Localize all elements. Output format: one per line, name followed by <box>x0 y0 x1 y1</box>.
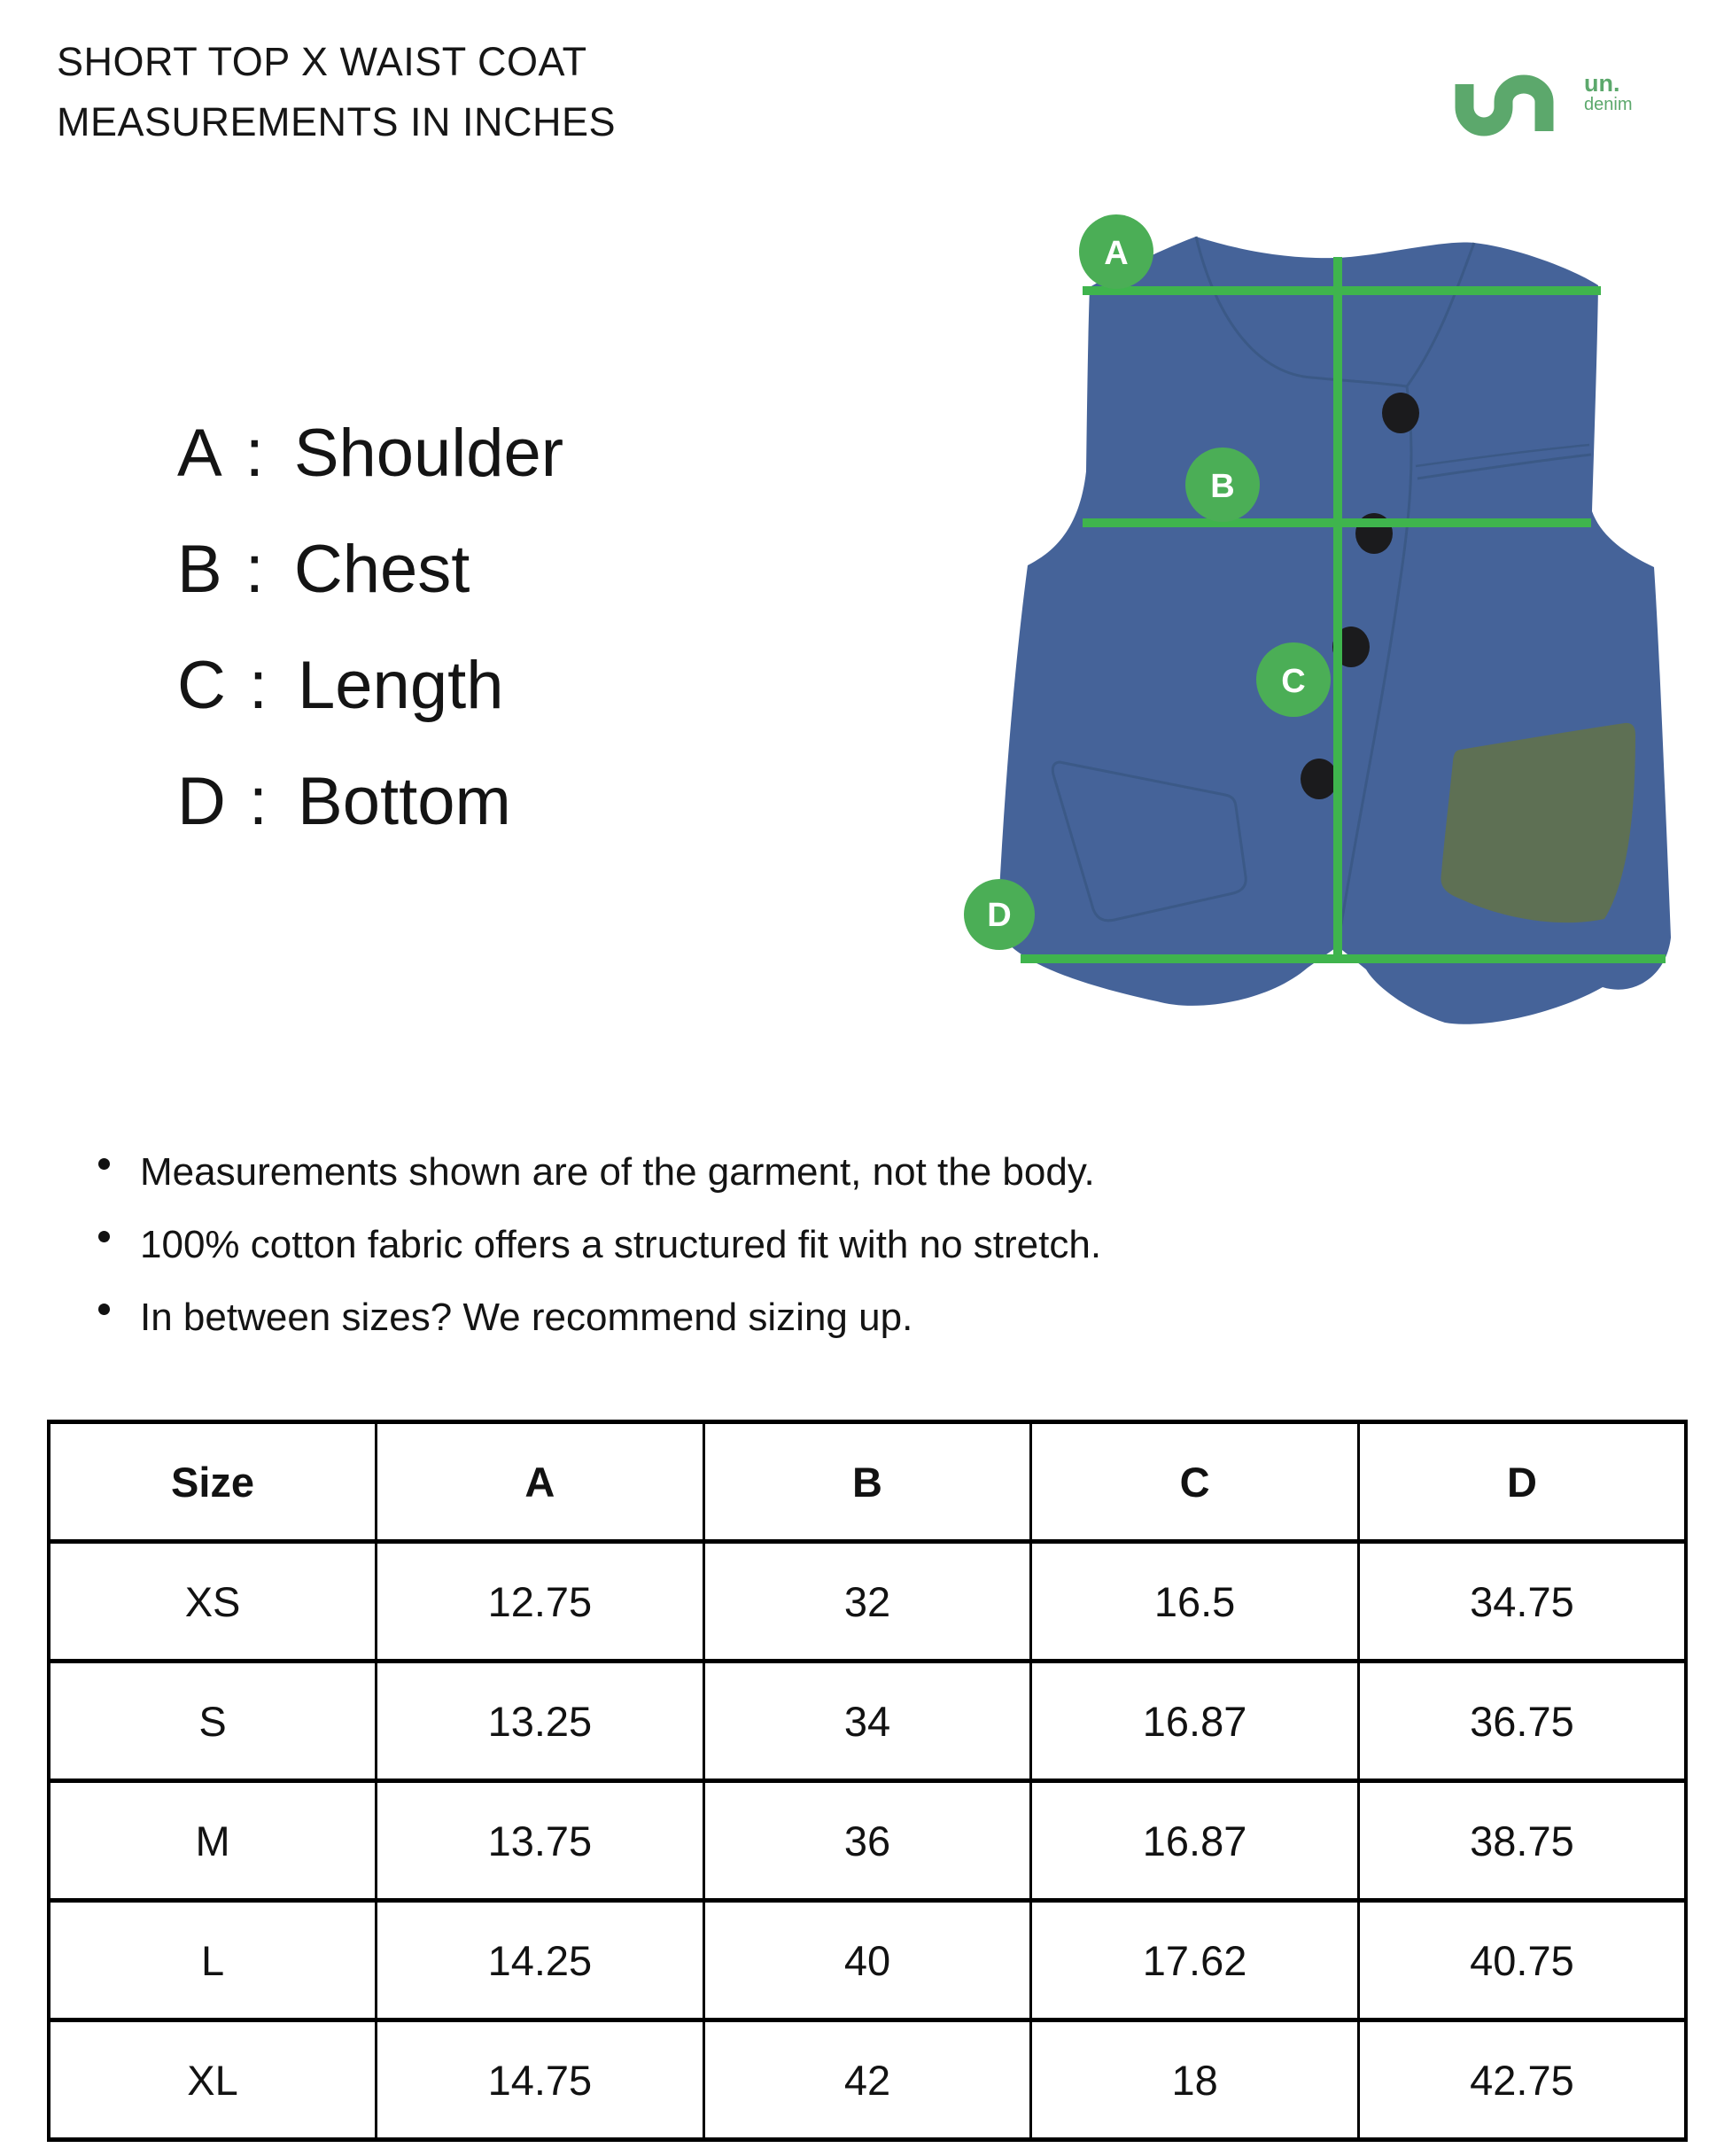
legend-label: Chest <box>293 532 470 607</box>
column-header-b: B <box>703 1422 1031 1542</box>
note-item <box>85 1209 1101 1281</box>
table-header-row <box>49 1422 1686 1542</box>
button-4 <box>1301 759 1338 799</box>
legend-letter: A <box>177 416 222 491</box>
brand-name: un. <box>1584 70 1620 97</box>
marker-a-letter: A <box>1104 235 1129 272</box>
cell-value: 16.87 <box>1031 1781 1359 1901</box>
table-row <box>49 1901 1686 2020</box>
cell-value: 17.62 <box>1031 1901 1359 2020</box>
legend-separator: : <box>245 416 264 491</box>
cell-value: 36.75 <box>1358 1662 1686 1781</box>
cell-value: 38.75 <box>1358 1781 1686 1901</box>
note-text: 100% cotton fabric offers a structured fit with no stretch. <box>140 1223 1102 1266</box>
column-header-a: A <box>377 1422 704 1542</box>
legend-item-chest <box>177 511 563 627</box>
size-chart-table <box>47 1420 1688 2142</box>
cell-value: 42.75 <box>1358 2020 1686 2140</box>
legend-separator: : <box>248 648 268 723</box>
legend-label: Bottom <box>298 764 511 839</box>
cell-value: 32 <box>703 1542 1031 1662</box>
cell-value: 16.87 <box>1031 1662 1359 1781</box>
column-header-size: Size <box>49 1422 377 1542</box>
note-item <box>85 1136 1101 1209</box>
column-header-d: D <box>1358 1422 1686 1542</box>
cell-value: 36 <box>703 1781 1031 1901</box>
button-1 <box>1382 393 1419 433</box>
cell-value: 14.25 <box>377 1901 704 2020</box>
page-title-line2: MEASUREMENTS IN INCHES <box>57 99 617 144</box>
cell-size: M <box>49 1781 377 1901</box>
cell-value: 13.25 <box>377 1662 704 1781</box>
marker-c-letter: C <box>1281 663 1306 700</box>
column-header-c: C <box>1031 1422 1359 1542</box>
brand-logo-icon <box>1455 74 1572 142</box>
table-row <box>49 1542 1686 1662</box>
cell-size: S <box>49 1662 377 1781</box>
legend-label: Length <box>298 648 504 723</box>
note-text: Measurements shown are of the garment, not the body. <box>140 1150 1095 1194</box>
notes-list <box>85 1136 1101 1354</box>
cell-value: 34.75 <box>1358 1542 1686 1662</box>
brand-subname: denim <box>1584 95 1633 114</box>
table-row <box>49 2020 1686 2140</box>
cell-value: 34 <box>703 1662 1031 1781</box>
legend-item-bottom <box>177 743 563 860</box>
legend-separator: : <box>248 764 268 839</box>
table-row <box>49 1662 1686 1781</box>
cell-value: 13.75 <box>377 1781 704 1901</box>
cell-value: 16.5 <box>1031 1542 1359 1662</box>
cell-value: 40.75 <box>1358 1901 1686 2020</box>
marker-b-letter: B <box>1210 468 1235 505</box>
cell-size: XS <box>49 1542 377 1662</box>
legend-separator: : <box>245 532 264 607</box>
cell-size: XL <box>49 2020 377 2140</box>
cell-value: 40 <box>703 1901 1031 2020</box>
right-patch-pocket <box>1441 723 1635 922</box>
cell-size: L <box>49 1901 377 2020</box>
bullet-icon <box>98 1231 110 1242</box>
page-title-line1: SHORT TOP X WAIST COAT <box>57 39 587 84</box>
legend-label: Shoulder <box>293 416 564 491</box>
cell-value: 42 <box>703 2020 1031 2140</box>
legend-letter: B <box>177 532 222 607</box>
cell-value: 18 <box>1031 2020 1359 2140</box>
legend-letter: C <box>177 648 226 723</box>
legend-item-shoulder <box>177 395 563 511</box>
bullet-icon <box>98 1304 110 1315</box>
measurement-legend <box>177 395 563 860</box>
page-title <box>57 32 616 152</box>
waistcoat-diagram <box>957 186 1692 1028</box>
table-row <box>49 1781 1686 1901</box>
legend-letter: D <box>177 764 226 839</box>
cell-value: 12.75 <box>377 1542 704 1662</box>
cell-value: 14.75 <box>377 2020 704 2140</box>
brand-logo-text <box>1584 71 1632 114</box>
legend-item-length <box>177 627 563 743</box>
note-item <box>85 1281 1101 1354</box>
marker-d-letter: D <box>987 897 1012 934</box>
note-text: In between sizes? We recommend sizing up. <box>140 1296 913 1339</box>
bullet-icon <box>98 1158 110 1170</box>
